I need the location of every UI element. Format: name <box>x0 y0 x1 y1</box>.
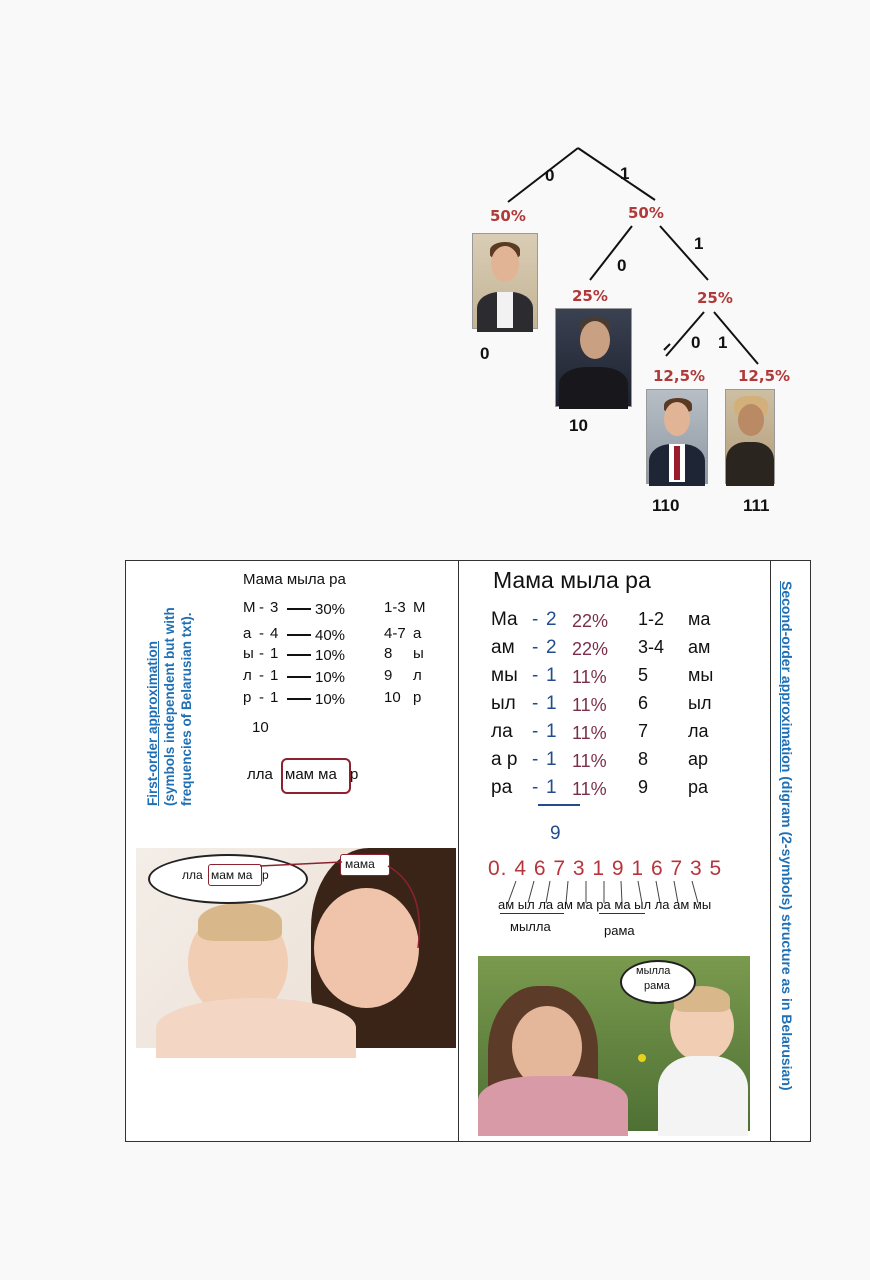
dash: - <box>259 689 264 706</box>
digram-range: 6 <box>638 693 649 713</box>
digram-range: 9 <box>638 777 649 797</box>
digram-range: 1-2 <box>638 609 665 629</box>
second-order-heading: Second-order approximation <box>779 581 795 773</box>
second-order-caption <box>779 581 795 1091</box>
tree-edge <box>508 148 578 202</box>
freq-line <box>287 676 311 678</box>
dash: - <box>532 693 539 714</box>
digram-range-symbol: ыл <box>688 693 712 713</box>
first-order-generated-box: мам ма <box>285 766 337 783</box>
second-order-total: 9 <box>550 823 561 844</box>
digram-percent: 22% <box>572 639 609 659</box>
decoded-digrams: ам ыл ла ам ма ра ма ыл ла ам мы <box>498 897 712 912</box>
code-person-4: 111 <box>743 496 770 515</box>
first-order-total: 10 <box>252 719 269 736</box>
digram-count: 1 <box>546 749 557 770</box>
random-number: 0. 4 6 7 3 1 9 1 6 7 3 5 <box>488 857 723 880</box>
freq-count: 1 <box>270 645 279 662</box>
second-order-subheading: (digram (2-symbols) structure as in Belarusian) <box>779 772 795 1091</box>
mother-baby-photo <box>136 848 456 1048</box>
mother-child-photo <box>478 956 750 1131</box>
freq-percent: 10% <box>315 647 346 664</box>
freq-line <box>287 608 311 610</box>
dash: - <box>532 637 539 658</box>
digram-count: 1 <box>546 665 557 686</box>
bubble-text-box: мам ма <box>211 868 253 882</box>
percent-12-5-right: 12,5% <box>738 367 791 385</box>
decoded-word-1: мылла <box>510 919 551 934</box>
freq-range: 4-7 <box>384 625 406 642</box>
dash: - <box>259 645 264 662</box>
code-person-3: 110 <box>652 496 680 515</box>
dash: - <box>259 625 264 642</box>
freq-percent: 10% <box>315 691 346 708</box>
digram-percent: 11% <box>572 667 607 687</box>
second-order-phrase: Мама мыла ра <box>493 567 651 593</box>
first-order-subheading-2: frequencies of Belarusian txt). <box>179 612 194 806</box>
digram-count: 2 <box>546 637 557 658</box>
freq-symbol: а <box>243 625 252 642</box>
freq-symbol: р <box>243 689 252 706</box>
freq-range-symbol: М <box>413 599 426 616</box>
freq-count: 1 <box>270 689 279 706</box>
digram-range-symbol: ла <box>688 721 709 741</box>
person-photo-2 <box>555 308 632 407</box>
digram-percent: 11% <box>572 695 607 715</box>
freq-percent: 30% <box>315 601 346 618</box>
freq-range: 10 <box>384 689 401 706</box>
panel-divider <box>458 561 459 1141</box>
digram-percent: 11% <box>572 751 607 771</box>
percent-25-right: 25% <box>697 289 733 307</box>
word2-underline <box>599 913 645 914</box>
person-photo-1 <box>472 233 538 329</box>
freq-range-symbol: р <box>413 689 422 706</box>
freq-symbol: ы <box>243 645 254 662</box>
bubble-line-1: мылла <box>636 965 671 977</box>
person-photo-4 <box>725 389 775 484</box>
digram-range-symbol: ам <box>688 637 711 657</box>
bit-l2-left: 0 <box>617 256 627 275</box>
digram-range: 3-4 <box>638 637 665 657</box>
digram: мы <box>491 665 518 686</box>
digram-range: 7 <box>638 721 649 741</box>
freq-range-symbol: л <box>413 667 422 684</box>
digram: а р <box>491 749 518 770</box>
freq-range: 8 <box>384 645 393 662</box>
decoded-word-2: рама <box>604 923 635 938</box>
digram-percent: 11% <box>572 723 607 743</box>
code-person-1: 0 <box>480 344 490 363</box>
freq-range-symbol: ы <box>413 645 424 662</box>
flower <box>638 1054 646 1062</box>
digram-range-symbol: ра <box>688 777 709 797</box>
approximation-panel <box>125 560 811 1142</box>
freq-count: 4 <box>270 625 279 642</box>
dash: - <box>532 777 539 798</box>
word-tag: мама <box>345 857 375 871</box>
dash: - <box>532 749 539 770</box>
bit-root-right: 1 <box>620 164 630 183</box>
dash: - <box>532 609 539 630</box>
digram: ра <box>491 777 513 798</box>
digram-percent: 11% <box>572 779 607 799</box>
freq-range: 1-3 <box>384 599 406 616</box>
bubble-line-2: рама <box>644 980 670 992</box>
freq-percent: 40% <box>315 627 346 644</box>
digram-range-symbol: мы <box>688 665 714 685</box>
dash: - <box>532 665 539 686</box>
code-person-2: 10 <box>569 416 588 435</box>
bubble-text-suffix: р <box>262 868 269 882</box>
dash: - <box>259 599 264 616</box>
digram-percent: 22% <box>572 611 609 631</box>
first-order-generated-suffix: р <box>350 766 359 783</box>
digram: ыл <box>491 693 516 714</box>
freq-range: 9 <box>384 667 393 684</box>
child-shirt <box>658 1056 748 1136</box>
dash: - <box>532 721 539 742</box>
percent-50-right: 50% <box>628 204 664 222</box>
first-order-heading: First-order approximation <box>145 640 160 806</box>
freq-count: 1 <box>270 667 279 684</box>
freq-count: 3 <box>270 599 279 616</box>
bit-root-left: 0 <box>545 166 555 185</box>
freq-line <box>287 698 311 700</box>
digram-range: 8 <box>638 749 649 769</box>
percent-50-left: 50% <box>490 207 526 225</box>
total-underline <box>538 804 580 806</box>
bit-l2-right: 1 <box>694 234 704 253</box>
digram-count: 2 <box>546 609 557 630</box>
panel-divider <box>770 561 771 1141</box>
bit-l3-left: 0 <box>691 333 701 352</box>
tree-edge <box>578 148 655 200</box>
first-order-subheading: (symbols independent but with <box>162 607 177 806</box>
dash: - <box>259 667 264 684</box>
freq-symbol: л <box>243 667 252 684</box>
bubble-text-prefix: лла <box>182 868 203 882</box>
tree-edge <box>664 344 670 350</box>
freq-line <box>287 654 311 656</box>
freq-range-symbol: а <box>413 625 422 642</box>
freq-symbol: М <box>243 599 256 616</box>
percent-12-5-left: 12,5% <box>653 367 706 385</box>
digram: ам <box>491 637 515 658</box>
digram-range-symbol: ма <box>688 609 711 629</box>
word1-underline <box>500 913 564 914</box>
first-order-phrase: Мама мыла ра <box>243 571 346 588</box>
first-order-generated-prefix: лла <box>247 766 273 783</box>
freq-percent: 10% <box>315 669 346 686</box>
digram-range: 5 <box>638 665 649 685</box>
first-order-caption <box>144 607 195 806</box>
connector-lines <box>136 848 456 1048</box>
bit-l3-right: 1 <box>718 333 728 352</box>
digram: Ма <box>491 609 518 630</box>
percent-25-left: 25% <box>572 287 608 305</box>
digram: ла <box>491 721 513 742</box>
digram-count: 1 <box>546 693 557 714</box>
person-photo-3 <box>646 389 708 484</box>
digram-range-symbol: ар <box>688 749 709 769</box>
digram-count: 1 <box>546 721 557 742</box>
digram-count: 1 <box>546 777 557 798</box>
mother-shirt <box>478 1076 628 1136</box>
freq-line <box>287 634 311 636</box>
